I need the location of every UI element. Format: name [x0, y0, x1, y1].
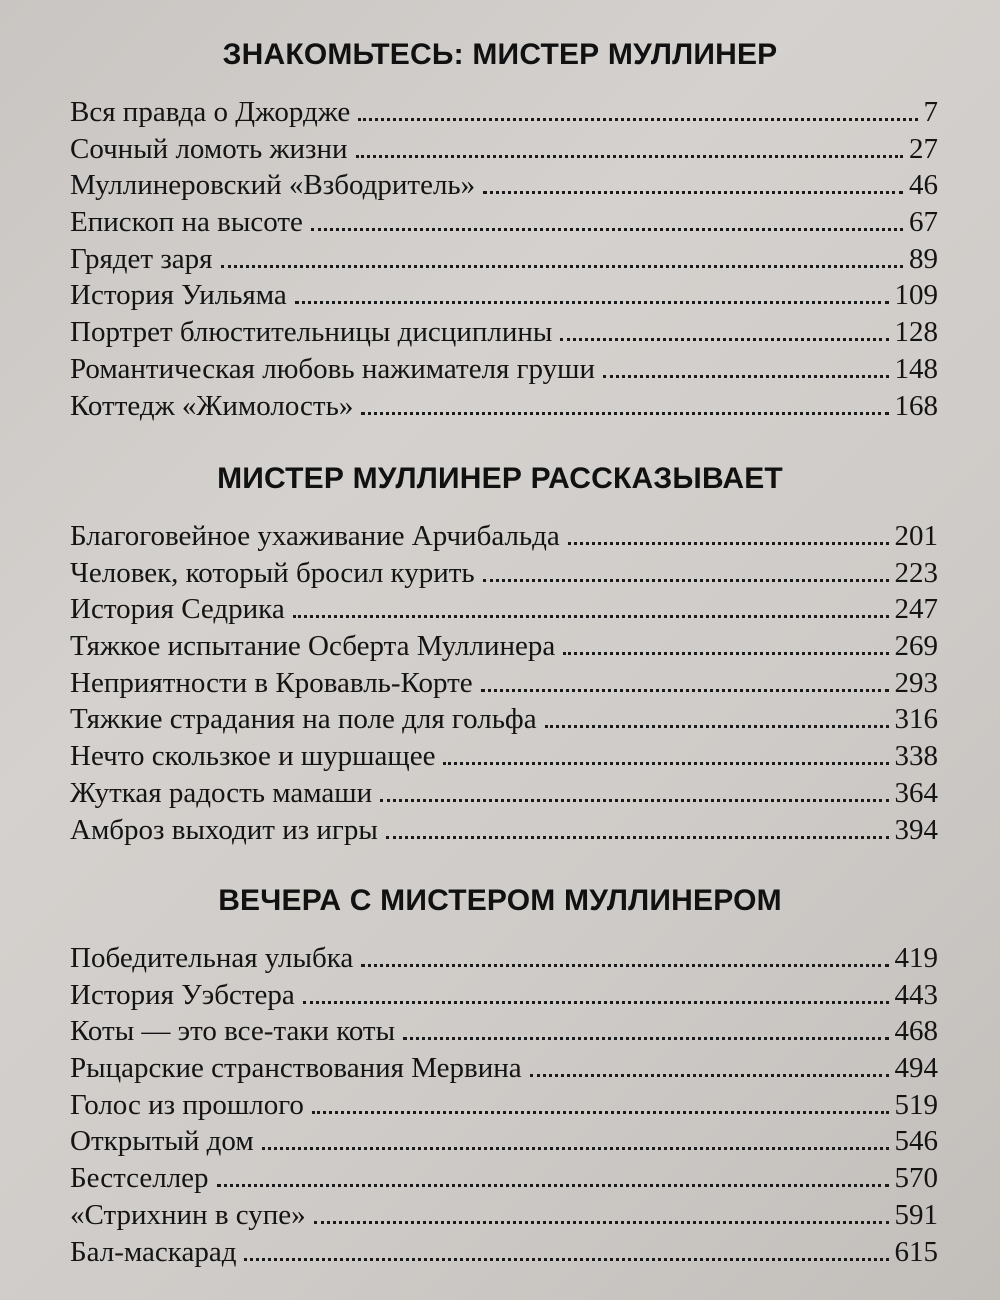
- toc-entry: [70, 555, 938, 592]
- page-number: 67: [909, 206, 938, 239]
- page-number: 316: [894, 703, 938, 736]
- page-number: 364: [894, 776, 938, 809]
- toc-entry: [70, 204, 938, 241]
- toc-entry: [70, 241, 938, 278]
- entry-title: История Уильяма: [70, 279, 287, 312]
- toc-entry: [70, 701, 938, 738]
- toc-list: [0, 518, 1000, 848]
- entry-title: Амброз выходит из игры: [70, 813, 378, 846]
- dot-leader: [311, 228, 903, 231]
- toc-entry: [70, 277, 938, 314]
- dot-leader: [603, 375, 888, 378]
- entry-title: Вся правда о Джордже: [70, 96, 351, 128]
- toc-section-1: [0, 36, 1000, 424]
- page-number: 419: [894, 942, 938, 974]
- section-heading: ЗНАКОМЬТЕСЬ: МИСТЕР МУЛЛИНЕР: [222, 38, 778, 71]
- toc-entry: [70, 738, 938, 775]
- entry-title: «Стрихнин в супе»: [70, 1198, 306, 1231]
- dot-leader: [403, 1037, 888, 1040]
- entry-title: Бал-маскарад: [70, 1235, 237, 1268]
- dot-leader: [545, 725, 889, 728]
- page-number: 148: [894, 352, 938, 385]
- page-number: 109: [894, 279, 938, 312]
- toc-entry: [70, 1123, 938, 1160]
- page-number: 468: [894, 1015, 938, 1048]
- section-heading: МИСТЕР МУЛЛИНЕР РАССКАЗЫВАЕТ: [217, 462, 783, 495]
- toc-entry: [70, 812, 938, 849]
- entry-title: Тяжкое испытание Осберта Муллинера: [70, 630, 556, 663]
- toc-entry: [70, 167, 938, 204]
- dot-leader: [481, 689, 889, 692]
- dot-leader: [295, 301, 889, 304]
- dot-leader: [483, 191, 903, 194]
- dot-leader: [356, 155, 903, 158]
- entry-title: Победительная улыбка: [70, 942, 354, 974]
- page-number: 128: [894, 316, 938, 349]
- dot-leader: [443, 762, 888, 765]
- toc-entry: [70, 1160, 938, 1197]
- toc-entry: [70, 518, 938, 555]
- section-heading: ВЕЧЕРА С МИСТЕРОМ МУЛЛИНЕРОМ: [218, 884, 782, 917]
- toc-entry: [70, 591, 938, 628]
- page-number: 7: [923, 96, 938, 128]
- page-number: 494: [894, 1052, 938, 1085]
- toc-entry: [70, 1087, 938, 1124]
- entry-title: Сочный ломоть жизни: [70, 132, 348, 165]
- entry-title: Человек, который бросил курить: [70, 556, 475, 589]
- toc-section-2: [0, 460, 1000, 848]
- dot-leader: [563, 652, 888, 655]
- dot-leader: [386, 836, 889, 839]
- toc-entry: [70, 1013, 938, 1050]
- toc-list: [0, 940, 1000, 1270]
- dot-leader: [303, 1001, 889, 1004]
- toc-entry: [70, 775, 938, 812]
- entry-title: Коты — это все-таки коты: [70, 1015, 396, 1048]
- toc-entry: [70, 1197, 938, 1234]
- page-number: 519: [894, 1088, 938, 1121]
- entry-title: Жуткая радость мамаши: [70, 776, 373, 809]
- page-number: 293: [894, 666, 938, 699]
- entry-title: Нечто скользкое и шуршащее: [70, 740, 436, 773]
- toc-entry: [70, 1234, 938, 1271]
- dot-leader: [312, 1111, 889, 1114]
- dot-leader: [560, 338, 888, 341]
- dot-leader: [483, 579, 889, 582]
- entry-title: Тяжкие страдания на поле для гольфа: [70, 703, 537, 736]
- entry-title: Открытый дом: [70, 1125, 254, 1158]
- dot-leader: [361, 412, 888, 415]
- dot-leader: [314, 1221, 889, 1224]
- dot-leader: [358, 118, 917, 121]
- entry-title: Рыцарские странствования Мервина: [70, 1052, 522, 1085]
- page-number: 89: [909, 242, 938, 275]
- toc-entry: [70, 628, 938, 665]
- page-number: 443: [894, 978, 938, 1011]
- page-number: 201: [894, 520, 938, 552]
- entry-title: История Уэбстера: [70, 978, 295, 1011]
- page-number: 546: [894, 1125, 938, 1158]
- page-number: 615: [894, 1235, 938, 1268]
- toc-entry: [70, 94, 938, 131]
- dot-leader: [568, 542, 889, 545]
- entry-title: Голос из прошлого: [70, 1088, 304, 1121]
- toc-entry: [70, 940, 938, 977]
- page-number: 27: [909, 132, 938, 165]
- page-number: 247: [894, 593, 938, 626]
- dot-leader: [244, 1258, 888, 1261]
- page-number: 269: [894, 630, 938, 663]
- toc-entry: [70, 314, 938, 351]
- dot-leader: [293, 615, 889, 618]
- dot-leader: [221, 265, 904, 268]
- entry-title: Благоговейное ухаживание Арчибальда: [70, 520, 560, 552]
- page-number: 223: [894, 556, 938, 589]
- page-number: 46: [909, 169, 938, 202]
- entry-title: Грядет заря: [70, 242, 213, 275]
- page-number: 168: [894, 389, 938, 422]
- toc-entry: [70, 131, 938, 168]
- entry-title: Епископ на высоте: [70, 206, 303, 239]
- page-number: 591: [894, 1198, 938, 1231]
- entry-title: Коттедж «Жимолость»: [70, 389, 354, 422]
- toc-entry: [70, 351, 938, 388]
- page-number: 338: [894, 740, 938, 773]
- toc-list: [0, 94, 1000, 424]
- entry-title: Романтическая любовь нажимателя груши: [70, 352, 596, 385]
- toc-entry: [70, 977, 938, 1014]
- dot-leader: [530, 1074, 889, 1077]
- toc-entry: [70, 388, 938, 425]
- entry-title: История Седрика: [70, 593, 285, 626]
- dot-leader: [361, 964, 888, 967]
- entry-title: Неприятности в Кровавль-Корте: [70, 666, 473, 699]
- dot-leader: [217, 1184, 889, 1187]
- page-number: 394: [894, 813, 938, 846]
- toc-entry: [70, 1050, 938, 1087]
- entry-title: Бестселлер: [70, 1162, 209, 1195]
- toc-entry: [70, 665, 938, 702]
- toc-section-3: [0, 882, 1000, 1270]
- dot-leader: [380, 799, 888, 802]
- page-number: 570: [894, 1162, 938, 1195]
- dot-leader: [262, 1147, 889, 1150]
- entry-title: Муллинеровский «Взбодритель»: [70, 169, 476, 202]
- entry-title: Портрет блюстительницы дисциплины: [70, 316, 553, 349]
